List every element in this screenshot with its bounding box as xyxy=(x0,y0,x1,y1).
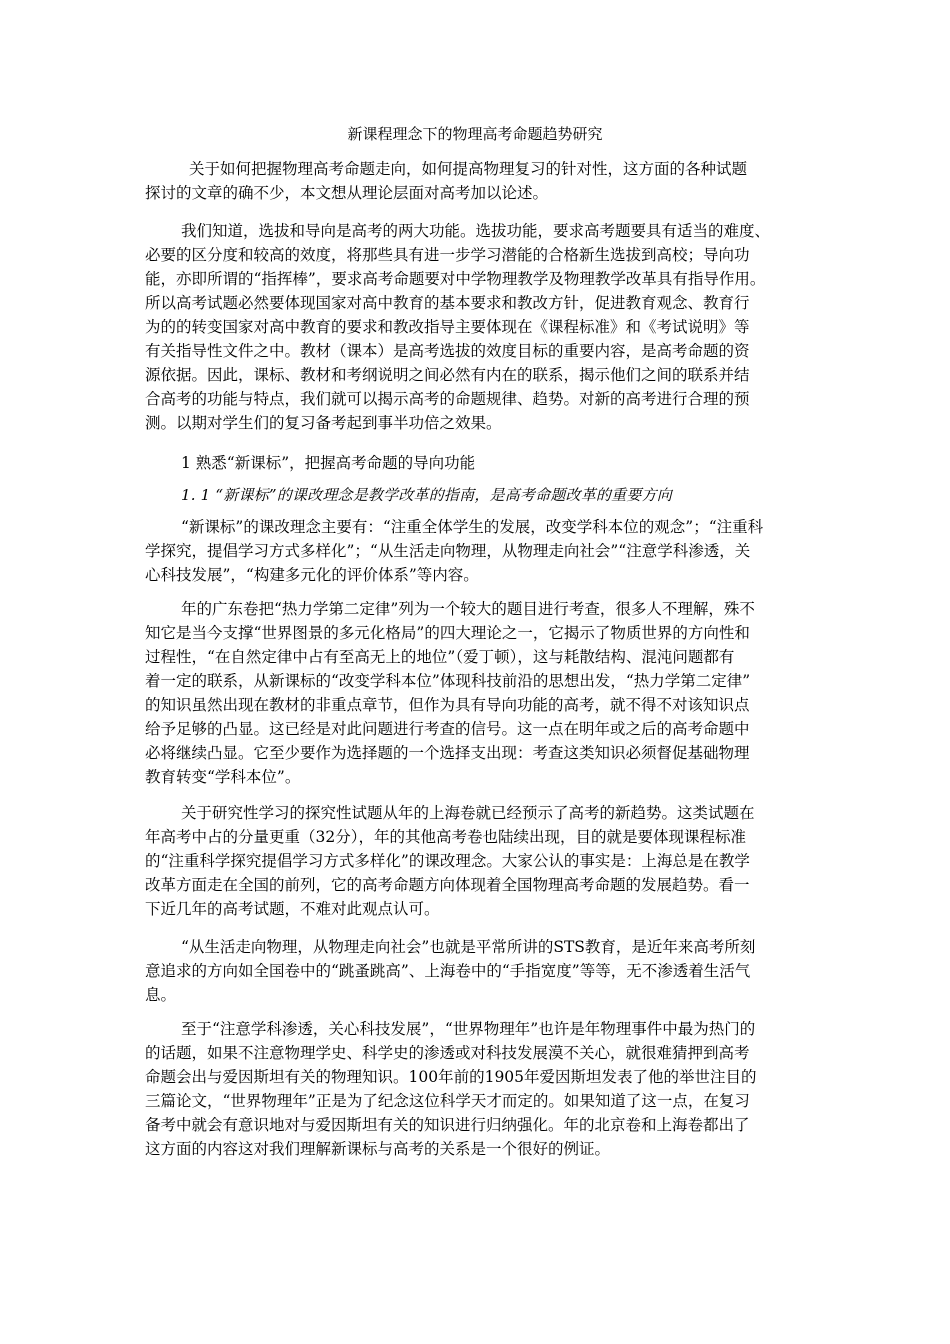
paragraph-line: 改革方面走在全国的前列，它的高考命题方向体现着全国物理高考命题的发展趋势。看一 xyxy=(145,876,750,894)
paragraph-line: 着一定的联系，从新课标的“改变学科本位”体现科技前沿的思想出发，“热力学第二定律” xyxy=(145,672,751,690)
paragraph-line: 给予足够的凸显。这已经是对此问题进行考查的信号。这一点在明年或之后的高考命题中 xyxy=(145,720,750,738)
intro-line: 关于如何把握物理高考命题走向，如何提高物理复习的针对性，这方面的各种试题 xyxy=(189,160,748,178)
paragraph-line: 源依据。因此，课标、教材和考纲说明之间必然有内在的联系，揭示他们之间的联系并结 xyxy=(145,366,750,384)
paragraph-line: 下近几年的高考试题，不难对此观点认可。 xyxy=(145,900,440,918)
paragraph-line: 有关指导性文件之中。教材（课本）是高考选拔的效度目标的重要内容，是高考命题的资 xyxy=(145,342,750,360)
paragraph-line: 能，亦即所谓的“指挥棒”，要求高考命题要对中学物理教学及物理教学改革具有指导作用。 xyxy=(145,270,766,288)
paragraph-line: 的知识虽然出现在教材的非重点章节，但作为具有导向功能的高考，就不得不对该知识点 xyxy=(145,696,750,714)
paragraph-line: 三篇论文，“世界物理年”正是为了纪念这位科学天才而定的。如果知道了这一点，在复习 xyxy=(145,1092,750,1110)
intro-paragraph xyxy=(145,157,825,205)
paragraph-line: 年的广东卷把“热力学第二定律”列为一个较大的题目进行考查，很多人不理解，殊不 xyxy=(181,600,755,618)
paragraph-line: 合高考的功能与特点，我们就可以揭示高考的命题规律、趋势。对新的高考进行合理的预 xyxy=(145,390,750,408)
paragraph-line: 必将继续凸显。它至少要作为选择题的一个选择支出现：考查这类知识必须督促基础物理 xyxy=(145,744,750,762)
paragraph-4 xyxy=(145,801,825,921)
paragraph-line: “新课标”的课改理念主要有：“注重全体学生的发展，改变学科本位的观念”；“注重科 xyxy=(181,518,764,536)
paragraph-line: 这方面的内容这对我们理解新课标与高考的关系是一个很好的例证。 xyxy=(145,1140,611,1158)
paragraph-line: 心科技发展”，“构建多元化的评价体系”等内容。 xyxy=(145,566,479,584)
paragraph-line: 的“注重科学探究提倡学习方式多样化”的课改理念。大家公认的事实是：上海总是在教学 xyxy=(145,852,750,870)
paragraph-line: 为的的转变国家对高中教育的要求和教改指导主要体现在《课程标准》和《考试说明》等 xyxy=(145,318,750,336)
paragraph-line: 息。 xyxy=(145,986,177,1004)
paragraph-line: 命题会出与爱因斯坦有关的物理知识。100年前的1905年爱因斯坦发表了他的举世注目的 xyxy=(145,1068,757,1086)
paragraph-6 xyxy=(145,1017,825,1161)
intro-line: 探讨的文章的确不少，本文想从理论层面对高考加以论述。 xyxy=(145,184,549,202)
paragraph-line: 过程性，“在自然定律中占有至高无上的地位”（爱丁顿），这与耗散结构、混沌问题都有 xyxy=(145,648,735,666)
paragraph-line: 测。以期对学生们的复习备考起到事半功倍之效果。 xyxy=(145,414,502,432)
paragraph-line: 教育转变“学科本位”。 xyxy=(145,768,301,786)
paragraph-3 xyxy=(145,597,825,789)
paragraph-line: 所以高考试题必然要体现国家对高中教育的基本要求和教改方针，促进教育观念、教育行 xyxy=(145,294,750,312)
paragraph-line: 我们知道，选拔和导向是高考的两大功能。选拔功能，要求高考题要具有适当的难度、 xyxy=(181,222,771,240)
paragraph-line: 年高考中占的分量更重（32分），年的其他高考卷也陆续出现，目的就是要体现课程标准 xyxy=(145,828,746,846)
paragraph-line: “从生活走向物理，从物理走向社会”也就是平常所讲的STS教育，是近年来高考所刻 xyxy=(181,938,756,956)
paragraph-line: 必要的区分度和较高的效度，将那些具有进一步学习潜能的合格新生选拔到高校；导向功 xyxy=(145,246,750,264)
paragraph-1 xyxy=(145,219,825,435)
section-heading-1: 1 熟悉“新课标”，把握高考命题的导向功能 xyxy=(181,454,476,472)
paragraph-line: 至于“注意学科渗透，关心科技发展”，“世界物理年”也许是年物理事件中最为热门的 xyxy=(181,1020,756,1038)
paragraph-line: 的话题，如果不注意物理学史、科学史的渗透或对科技发展漠不关心，就很难猜押到高考 xyxy=(145,1044,750,1062)
paragraph-line: 知它是当今支撑“世界图景的多元化格局”的四大理论之一，它揭示了物质世界的方向性和 xyxy=(145,624,750,642)
paragraph-line: 学探究，提倡学习方式多样化”；“从生活走向物理，从物理走向社会”“注意学科渗透，关 xyxy=(145,542,751,560)
document-title: 新课程理念下的物理高考命题趋势研究 xyxy=(347,125,603,143)
paragraph-line: 关于研究性学习的探究性试题从年的上海卷就已经预示了高考的新趋势。这类试题在 xyxy=(181,804,755,822)
section-heading-1-1: 1. 1 “新课标”的课改理念是教学改革的指南，是高考命题改革的重要方向 xyxy=(181,486,672,504)
paragraph-2 xyxy=(145,515,825,587)
paragraph-line: 备考中就会有意识地对与爱因斯坦有关的知识进行归纳强化。年的北京卷和上海卷都出了 xyxy=(145,1116,750,1134)
paragraph-5 xyxy=(145,935,825,1007)
paragraph-line: 意追求的方向如全国卷中的“跳蚤跳高”、上海卷中的“手指宽度”等等，无不渗透着生活气 xyxy=(145,962,751,980)
